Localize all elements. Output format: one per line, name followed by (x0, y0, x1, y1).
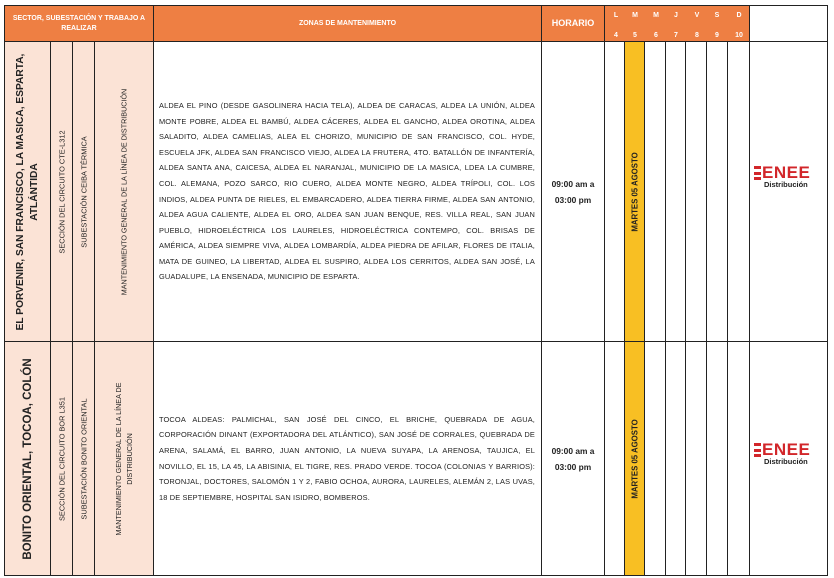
row2-day-l (604, 341, 625, 576)
row2-horario-inicio: 09:00 am a (551, 445, 595, 456)
row2-day-v (685, 341, 707, 576)
row2-sector-label: BONITO ORIENTAL, TOCOA, COLÓN (22, 358, 34, 560)
row1-sector (4, 41, 51, 342)
row1-horario-fin: 03:00 pm (554, 194, 592, 205)
date-7: 7 (674, 32, 678, 39)
row2-trabajo (94, 341, 154, 576)
row1-day-s (706, 41, 728, 342)
date-9: 9 (715, 32, 719, 39)
day-s: S (714, 12, 720, 19)
header-sector-label: SECTOR, SUBESTACIÓN Y TRABAJO A REALIZAR (12, 15, 146, 32)
row2-zonas-text: TOCOA ALDEAS: PALMICHAL, SAN JOSÉ DEL CINCO, EL BRICHE, QUEBRADA DE AGUA, CORPORACIÓN DINANT (EXPORTADORA DEL ATLÁNTICO), SAN JOSÉ DE CORRALES, QUEBRADA DE ARENA, SALAMÁ, EL BARRO, JUAN ANTONIO, LA NUEVA SUYAPA, LA ARENOSA, TAUJICA, EL NOVILLO, EL 15, LA 45, LA ABISINIA, EL TIGRE, RES. PRADO VERDE. TOCOA (COLONIAS Y BARRIOS): TORONJAL, DOCTORES, SALOMÓN 1 Y 2, FABIO OCHOA, AURORA, LAURELES, ALEMÁN 2, LAS UVAS, 18 DE SEPTIEMBRE, HOSPITAL SAN ISIDRO, BOMBEROS. (159, 414, 535, 502)
date-4: 4 (614, 32, 618, 39)
row2-fecha: MARTES 05 AGOSTO (630, 419, 640, 499)
day-j: J (674, 12, 678, 19)
row1-zonas (153, 41, 542, 342)
row1-day-j (665, 41, 686, 342)
date-10: 10 (735, 32, 743, 39)
row2-trabajo-line2: DISTRIBUCIÓN (125, 433, 134, 485)
day-d: D (736, 12, 742, 19)
row2-day-s (706, 341, 728, 576)
row1-day-v (685, 41, 707, 342)
enee-logo-name: ENEE (762, 163, 811, 182)
row2-horario (541, 341, 605, 576)
header-zonas (153, 5, 542, 42)
row1-circuito (50, 41, 73, 342)
enee-logo-name: ENEE (762, 440, 811, 459)
row1-day-l (604, 41, 625, 342)
row1-logo-cell (749, 41, 828, 342)
row1-trabajo-label: MANTENIMIENTO GENERAL DE LA LÍNEA DE DISTRIBUCIÓN (119, 88, 129, 296)
date-6: 6 (654, 32, 658, 39)
row2-day-m-highlight (624, 341, 645, 576)
header-days (604, 5, 750, 42)
row1-day-d (727, 41, 750, 342)
row1-zonas-text: ALDEA EL PINO (DESDE GASOLINERA HACIA TELA), ALDEA DE CARACAS, ALDEA LA UNIÓN, ALDEA MONTE POBRE, ALDEA EL BAMBÚ, ALDEA CÁCERES, ALDEA EL GANCHO, ALDEA OROTINA, ALDEA SALADITO, ALDEA CAMELIAS, ALEA EL CHORIZO, MUNICIPIO DE SAN FRANCISCO, COL. HYDE, ESCUELA JFK, ALDEA SAN FRANCISCO VIEJO, ALDEA LA FRUTERA, 4TO. BATALLÓN DE INFANTERÍA, ALDEA SANTA ANA, CAICESA, ALDEA EL NARANJAL, MUNICIPIO DE LA MASICA, LDEA LA CUMBRE, COL. ALEMANA, POZO SARCO, RIO CUERO, ALDEA MONTE NEGRO, ALDEA TRÍPOLI, COL. LOS INDIOS, ALDEA PUNTA DE RIELES, EL EMBARCADERO, ALDEA TIERRA FIRME, ALDEA SAN ANTONIO, ALDEA AGUA CALIENTE, ALDEA EL ORO, ALDEA SAN JUAN BENQUE, RES. VILLA REAL, SAN JUAN PUEBLO, HIDROELÉCTRICA LOS LAURELES, HIDROELÉCTRICA CONTEMPO, COL. BRISAS DE AMÉRICA, ALDEA SIEMPRE VIVA, ALDEA LOMBARDÍA, ALDEA PIEDRA DE AFILAR, FLORES DE ITALIA, MATA DE GUINEO, LA LIBERTAD, ALDEA EL SUSPIRO, ALDEA LOS CERRITOS, ALDEA SAN JOSÉ, LA GUADALUPE, LA ENSENADA, MUNICIPIO DE ESPARTA. (159, 100, 535, 282)
enee-logo (754, 165, 810, 189)
row2-day-m2 (644, 341, 666, 576)
row1-subestacion (72, 41, 95, 342)
row2-day-d (727, 341, 750, 576)
row1-circuito-label: SECCIÓN DEL CIRCUITO CTE-L312 (57, 130, 67, 254)
row2-sector (4, 341, 51, 576)
header-horario (541, 5, 605, 42)
row1-day-m-highlight (624, 41, 645, 342)
day-v: V (694, 12, 700, 19)
header-sector (4, 5, 154, 42)
row2-circuito-label: SECCIÓN DEL CIRCUITO BOR L351 (57, 396, 67, 522)
row1-day-m2 (644, 41, 666, 342)
enee-logo-sub: Distribución (764, 457, 808, 466)
row2-horario-fin: 03:00 pm (554, 461, 592, 472)
date-5: 5 (633, 32, 637, 39)
enee-logo-icon (754, 443, 761, 457)
row1-horario (541, 41, 605, 342)
date-8: 8 (695, 32, 699, 39)
day-m2: M (653, 12, 659, 19)
header-logo-cell (749, 5, 828, 42)
header-horario-label: HORARIO (551, 18, 595, 29)
day-l: L (613, 12, 619, 19)
row1-horario-inicio: 09:00 am a (551, 178, 595, 189)
row2-subestacion (72, 341, 95, 576)
row2-logo-cell (749, 341, 828, 576)
day-m1: M (632, 12, 638, 19)
row2-trabajo-line1: MANTENIMIENTO GENERAL DE LA LÍNEA DE (114, 382, 123, 536)
row2-zonas (153, 341, 542, 576)
enee-logo (754, 442, 810, 466)
row2-subestacion-label: SUBESTACIÓN BONITO ORIENTAL (79, 398, 89, 520)
enee-logo-icon (754, 166, 761, 180)
row1-fecha: MARTES 05 AGOSTO (630, 152, 640, 232)
row2-day-j (665, 341, 686, 576)
header-zonas-label: ZONAS DE MANTENIMIENTO (298, 19, 397, 27)
row1-sector-label: EL PORVENIR, SAN FRANCISCO, LA MASICA, ESPARTA, ATLÁNTIDA (15, 53, 40, 331)
enee-logo-sub: Distribución (764, 180, 808, 189)
row2-trabajo-label (113, 383, 135, 536)
row2-circuito (50, 341, 73, 576)
row1-subestacion-label: SUBESTACIÓN CEIBA TÉRMICA (79, 136, 89, 248)
row1-trabajo (94, 41, 154, 342)
